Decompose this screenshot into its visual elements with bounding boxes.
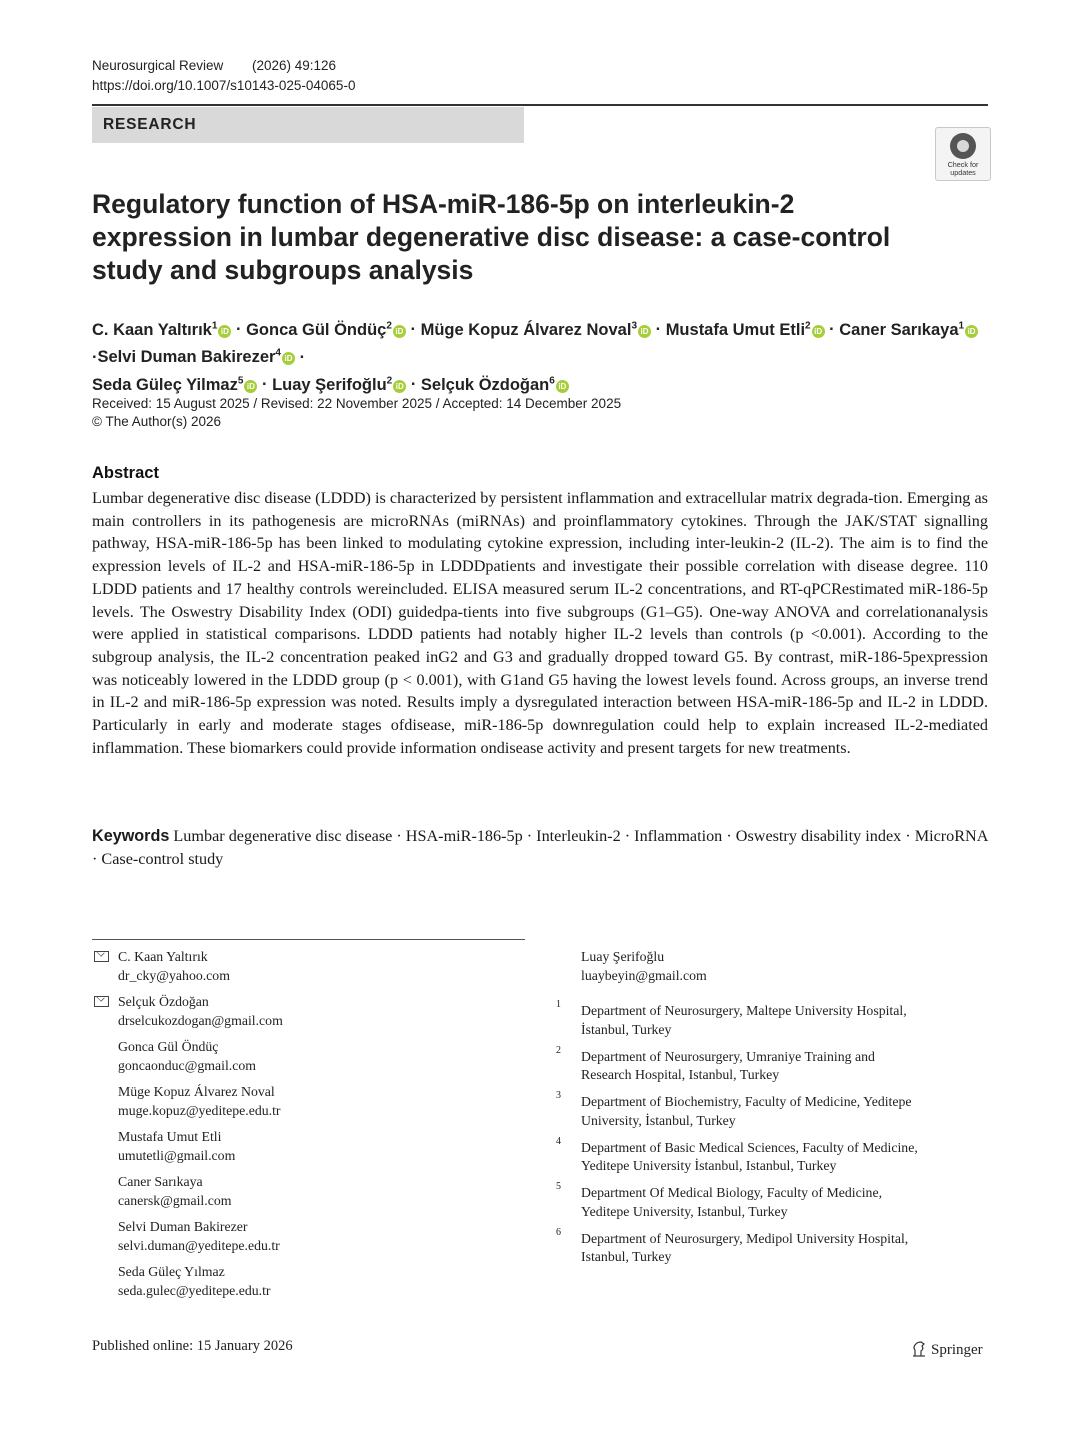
author-separator: · bbox=[406, 375, 421, 394]
affiliation bbox=[556, 1226, 976, 1267]
contact-list bbox=[92, 948, 522, 1308]
envelope-icon bbox=[94, 996, 109, 1007]
contact-email[interactable]: muge.kopuz@yeditepe.edu.tr bbox=[118, 1102, 281, 1118]
journal-volume: (2026) 49:126 bbox=[252, 58, 337, 73]
author[interactable] bbox=[98, 348, 295, 366]
author-separator: · bbox=[231, 320, 247, 339]
contact-name: Luay Şerifoğlu bbox=[581, 949, 665, 964]
history-dates: Received: 15 August 2025 / Revised: 22 November 2025 / Accepted: 14 December 2025 bbox=[92, 396, 622, 411]
contact-name: Mustafa Umut Etli bbox=[118, 1129, 222, 1144]
contact-name: Caner Sarıkaya bbox=[118, 1174, 203, 1189]
affiliation bbox=[556, 999, 976, 1039]
author-separator: · bbox=[651, 320, 666, 339]
contact-email[interactable]: goncaonduc@gmail.com bbox=[118, 1057, 256, 1073]
author-affiliation-number: 6 bbox=[549, 375, 555, 386]
contact-entry bbox=[92, 1083, 522, 1120]
publisher-name: Springer bbox=[931, 1342, 983, 1358]
affiliation-line: Research Hospital, Istanbul, Turkey bbox=[581, 1067, 780, 1082]
author-affiliation-number: 1 bbox=[958, 320, 965, 331]
author[interactable] bbox=[272, 376, 406, 394]
author-name: Selçuk Özdoğan bbox=[420, 375, 550, 394]
affiliation-line: Yeditepe University İstanbul, Istanbul, Turkey bbox=[581, 1158, 837, 1173]
affiliation-line: University, İstanbul, Turkey bbox=[581, 1112, 736, 1128]
abstract-heading: Abstract bbox=[92, 464, 159, 482]
contact-entry bbox=[92, 1263, 522, 1300]
author[interactable] bbox=[92, 321, 231, 339]
affiliation-line: Department of Neurosurgery, Medipol University Hospital, bbox=[581, 1230, 909, 1246]
affiliation-number: 4 bbox=[556, 1135, 561, 1147]
contact-entry bbox=[92, 948, 522, 985]
journal-name: Neurosurgical Review bbox=[92, 58, 224, 73]
article-title: Regulatory function of HSA-miR-186-5p on interleukin-2 expression in lumbar degenerative disc disease: a case-control study and subgroups analysis bbox=[92, 189, 891, 285]
contact-email[interactable]: selvi.duman@yeditepe.edu.tr bbox=[118, 1237, 280, 1253]
affiliation-line: İstanbul, Turkey bbox=[581, 1021, 672, 1037]
author-affiliation-number: 3 bbox=[631, 320, 638, 331]
check-for-updates-badge[interactable] bbox=[935, 127, 991, 181]
author-affiliation-number: 4 bbox=[275, 347, 281, 359]
keywords-list: Lumbar degenerative disc disease · HSA-miR-186-5p · Interleukin-2 · Inflammation · Oswestry disability index · MicroRNA · Case-control study bbox=[92, 827, 988, 868]
contact-email[interactable]: canersk@gmail.com bbox=[118, 1192, 232, 1208]
contact-right bbox=[556, 948, 976, 985]
author-affiliation-number: 2 bbox=[805, 320, 811, 331]
author-list bbox=[92, 314, 992, 397]
affiliation bbox=[556, 1090, 976, 1130]
badge-text-1: Check for bbox=[947, 160, 979, 169]
orcid-icon[interactable]: iD bbox=[244, 380, 257, 393]
author-separator: · bbox=[92, 348, 98, 366]
affiliation-number: 6 bbox=[556, 1226, 561, 1238]
badge-text-2: updates bbox=[950, 168, 976, 177]
doi-link[interactable]: https://doi.org/10.1007/s10143-025-04065-0 bbox=[92, 78, 356, 93]
check-updates-icon bbox=[950, 133, 976, 159]
orcid-icon[interactable]: iD bbox=[812, 325, 825, 338]
abstract-text: Lumbar degenerative disc disease (LDDD) is characterized by persistent inflammation and extracellular matrix degrada-tion. Emerging as main controllers in its pathogenesis are microRNAs (miRNAs) and proinflammatory cytokines. Through the JAK/STAT signalling pathway, HSA-miR-186-5p has been linked to modulating cytokine expression, including inter-leukin-2 (IL-2). The aim is to find the expression levels of IL-2 and HSA-miR-186-5p in LDDDpatients and investigate their possible correlation with disease degree. 110 LDDD patients and 17 healthy controls wereincluded. ELISA measured serum IL-2 concentrations, and RT-qPCRestimated miR-186-5p levels. The Oswestry Disability Index (ODI) guidedpa-tients into five subgroups (G1–G5). One-way ANOVA and correlationanalysis were applied in statistical comparisons. LDDD patients had notably higher IL-2 levels than controls (p <0.001). According to the subgroup analysis, the IL-2 concentration peaked inG2 and G3 and gradually dropped toward G5. By contrast, miR-186-5pexpression was noticeably lowered in the LDDD group (p < 0.001), with G1and G5 having the lowest levels found. Across groups, an inverse trend in IL-2 and miR-186-5p expression was noted. Results imply a dysregulated interaction between HSA-miR-186-5p and IL-2 in LDDD. Particularly in early and moderate stages ofdisease, miR-186-5p downregulation could help to explain increased IL-2-mediated inflammation. These biomarkers could provide information ondisease activity and present targets for new treatments. bbox=[92, 489, 988, 757]
orcid-icon[interactable]: iD bbox=[218, 325, 231, 338]
journal-header bbox=[92, 56, 355, 96]
contact-email[interactable]: umutetli@gmail.com bbox=[118, 1147, 236, 1163]
keywords-heading: Keywords bbox=[92, 827, 170, 845]
orcid-icon[interactable]: iD bbox=[393, 325, 406, 338]
affiliation-line: Department of Neurosurgery, Umraniye Training and bbox=[581, 1048, 875, 1064]
keywords bbox=[92, 825, 988, 871]
affiliation-number: 1 bbox=[556, 999, 561, 1010]
author[interactable] bbox=[421, 376, 569, 394]
affiliation-list bbox=[556, 999, 976, 1267]
contact-email[interactable]: drselcukozdogan@gmail.com bbox=[118, 1012, 283, 1028]
author-name: Selvi Duman Bakirezer bbox=[97, 348, 276, 366]
section-label: RESEARCH bbox=[103, 116, 197, 133]
contact-email[interactable]: luaybeyin@gmail.com bbox=[581, 967, 707, 983]
author-name: Mustafa Umut Etli bbox=[665, 320, 806, 339]
orcid-icon[interactable]: iD bbox=[282, 352, 295, 365]
contact-name: Selvi Duman Bakirezer bbox=[118, 1219, 248, 1234]
article-dates bbox=[92, 395, 621, 431]
contact-name: C. Kaan Yaltırık bbox=[118, 949, 208, 964]
contact-name: Seda Güleç Yılmaz bbox=[118, 1264, 225, 1279]
section-banner bbox=[92, 107, 524, 143]
affiliation-line: Yeditepe University, Istanbul, Turkey bbox=[581, 1203, 788, 1219]
author-affiliation-number: 2 bbox=[386, 375, 393, 386]
author-separator: · bbox=[294, 348, 306, 366]
author-affiliation-number: 2 bbox=[386, 320, 392, 331]
orcid-icon[interactable]: iD bbox=[556, 380, 569, 393]
affiliation-line: Department Of Medical Biology, Faculty of Medicine, bbox=[581, 1185, 883, 1200]
orcid-icon[interactable]: iD bbox=[965, 325, 978, 338]
author-name: Gonca Gül Öndüç bbox=[246, 320, 387, 339]
affiliation-number: 5 bbox=[556, 1181, 561, 1192]
author-separator: · bbox=[405, 320, 421, 339]
author-affiliation-number: 5 bbox=[237, 375, 244, 386]
author[interactable] bbox=[839, 321, 978, 339]
affiliation bbox=[556, 1181, 976, 1221]
contact-name: Gonca Gül Öndüç bbox=[118, 1039, 219, 1054]
affiliation bbox=[556, 1044, 976, 1085]
affiliation-line: Department of Basic Medical Sciences, Faculty of Medicine, bbox=[581, 1139, 918, 1155]
affiliation bbox=[556, 1135, 976, 1176]
author-name: Luay Şerifoğlu bbox=[272, 375, 387, 394]
affiliation-number: 3 bbox=[556, 1090, 561, 1101]
author-separator: · bbox=[824, 320, 840, 339]
contact-entry bbox=[92, 1218, 522, 1255]
contact-entry bbox=[92, 1038, 522, 1075]
author-separator: · bbox=[257, 375, 273, 394]
contact-name: Müge Kopuz Álvarez Noval bbox=[118, 1084, 275, 1099]
published-online: Published online: 15 January 2026 bbox=[92, 1338, 293, 1354]
author-name: Seda Güleç Yilmaz bbox=[92, 375, 238, 394]
copyright: © The Author(s) 2026 bbox=[92, 414, 222, 429]
contact-name: Selçuk Özdoğan bbox=[118, 994, 209, 1009]
author[interactable] bbox=[246, 321, 406, 339]
contact-entry bbox=[92, 1128, 522, 1165]
author[interactable] bbox=[92, 376, 257, 394]
contact-email[interactable]: seda.gulec@yeditepe.edu.tr bbox=[118, 1282, 271, 1298]
affiliation-column bbox=[556, 948, 976, 1275]
contact-entry bbox=[92, 993, 522, 1030]
contact-entry bbox=[92, 1173, 522, 1210]
affiliation-line: Department of Biochemistry, Faculty of Medicine, Yeditepe bbox=[581, 1094, 912, 1109]
author-name: Caner Sarıkaya bbox=[839, 320, 959, 339]
header-rule bbox=[92, 104, 988, 106]
author[interactable] bbox=[421, 321, 651, 339]
orcid-icon[interactable]: iD bbox=[393, 380, 406, 393]
author-name: Müge Kopuz Álvarez Noval bbox=[420, 320, 632, 339]
springer-horse-icon bbox=[912, 1341, 926, 1357]
author-affiliation-number: 1 bbox=[211, 320, 218, 331]
affiliation-number: 2 bbox=[556, 1044, 561, 1056]
author-name: C. Kaan Yaltırık bbox=[92, 320, 212, 339]
footnote-rule bbox=[92, 939, 525, 940]
affiliation-line: Department of Neurosurgery, Maltepe University Hospital, bbox=[581, 1003, 907, 1018]
contact-email[interactable]: dr_cky@yahoo.com bbox=[118, 967, 230, 983]
envelope-icon bbox=[94, 951, 109, 962]
orcid-icon[interactable]: iD bbox=[638, 325, 651, 338]
affiliation-line: Istanbul, Turkey bbox=[581, 1249, 672, 1264]
author[interactable] bbox=[666, 321, 825, 339]
publisher-logo[interactable] bbox=[912, 1341, 983, 1359]
